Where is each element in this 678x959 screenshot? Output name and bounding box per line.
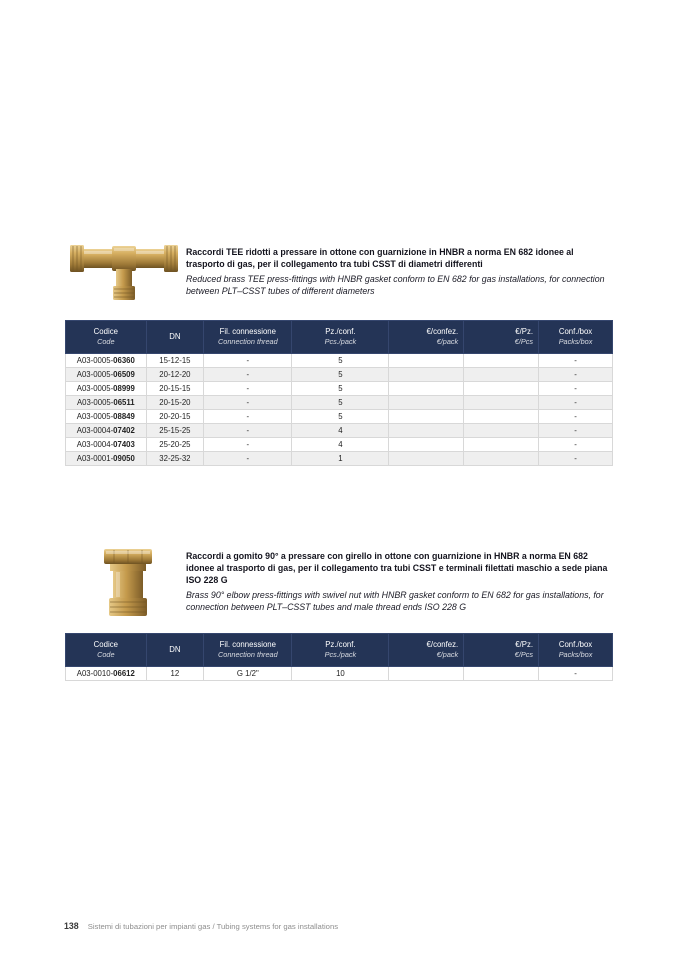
cell-dn: 12: [146, 667, 204, 681]
table-row: [66, 452, 613, 466]
cell-dn: 20-15-20: [146, 396, 204, 410]
cell-dn: 20-15-15: [146, 382, 204, 396]
cell-dn: 32-25-32: [146, 452, 204, 466]
cell-connection-thread: -: [204, 424, 292, 438]
cell-pcs-pack: 5: [292, 396, 389, 410]
table-body: [66, 667, 613, 681]
cell-packs-box: -: [539, 424, 613, 438]
cell-dn: 20-20-15: [146, 410, 204, 424]
fittings-table: [65, 320, 613, 466]
cell-eur-pcs: [464, 452, 539, 466]
column-header-4: €/confez. €/pack: [389, 634, 464, 667]
column-header-2: Fil. connessione Connection thread: [204, 634, 292, 667]
column-header-6: Conf./box Packs/box: [539, 321, 613, 354]
cell-eur-pcs: [464, 438, 539, 452]
product-description-2: [186, 551, 612, 613]
product-description-1: [186, 247, 612, 298]
cell-pcs-pack: 5: [292, 410, 389, 424]
cell-connection-thread: -: [204, 382, 292, 396]
elbow-fitting-illustration: [86, 546, 168, 620]
table-row: [66, 396, 613, 410]
cell-dn: 20-12-20: [146, 368, 204, 382]
footer-text: Sistemi di tubazioni per impianti gas / Tubing systems for gas installations: [87, 922, 339, 931]
cell-eur-pcs: [464, 424, 539, 438]
cell-pcs-pack: 5: [292, 354, 389, 368]
page-number: 138: [64, 921, 79, 931]
cell-code: A03-0004-07402: [66, 424, 147, 438]
page-footer: [64, 921, 338, 931]
table-header-row: [66, 634, 613, 667]
cell-connection-thread: -: [204, 368, 292, 382]
cell-eur-pcs: [464, 396, 539, 410]
cell-pcs-pack: 10: [292, 667, 389, 681]
cell-eur-pack: [389, 424, 464, 438]
cell-eur-pack: [389, 410, 464, 424]
cell-eur-pack: [389, 354, 464, 368]
table-row: [66, 438, 613, 452]
table-row: [66, 410, 613, 424]
tee-fitting-illustration: [68, 236, 180, 302]
column-header-1: DN: [146, 634, 204, 667]
cell-eur-pcs: [464, 667, 539, 681]
cell-packs-box: -: [539, 382, 613, 396]
cell-pcs-pack: 1: [292, 452, 389, 466]
cell-eur-pcs: [464, 410, 539, 424]
tee-fitting-photo: [68, 236, 180, 302]
cell-eur-pack: [389, 667, 464, 681]
cell-connection-thread: -: [204, 410, 292, 424]
cell-eur-pack: [389, 438, 464, 452]
cell-pcs-pack: 5: [292, 368, 389, 382]
column-header-0: Codice Code: [66, 634, 147, 667]
product-title-italian: Raccordi a gomito 90° a pressare con girello in ottone con guarnizione in HNBR a norma EN 682 idonee al trasporto di gas, per il collegamento tra tubi CSST e terminali filettati maschio a sede piana ISO 228 G: [186, 551, 608, 585]
table-row: [66, 368, 613, 382]
cell-code: A03-0005-08999: [66, 382, 147, 396]
cell-connection-thread: G 1/2": [204, 667, 292, 681]
cell-code: A03-0005-08849: [66, 410, 147, 424]
cell-eur-pcs: [464, 354, 539, 368]
cell-eur-pack: [389, 382, 464, 396]
cell-packs-box: -: [539, 368, 613, 382]
cell-connection-thread: -: [204, 354, 292, 368]
cell-connection-thread: -: [204, 438, 292, 452]
column-header-3: Pz./conf. Pcs./pack: [292, 634, 389, 667]
cell-code: A03-0005-06360: [66, 354, 147, 368]
cell-eur-pack: [389, 452, 464, 466]
spec-table-2: [65, 633, 613, 681]
column-header-5: €/Pz. €/Pcs: [464, 634, 539, 667]
elbow-fitting-photo: [86, 546, 168, 620]
column-header-3: Pz./conf. Pcs./pack: [292, 321, 389, 354]
cell-packs-box: -: [539, 667, 613, 681]
cell-code: A03-0010-06612: [66, 667, 147, 681]
cell-packs-box: -: [539, 396, 613, 410]
product-title-italian: Raccordi TEE ridotti a pressare in ottone con guarnizione in HNBR a norma EN 682 idonee al trasporto di gas, per il collegamento tra tubi CSST di diametri differenti: [186, 247, 574, 269]
column-header-2: Fil. connessione Connection thread: [204, 321, 292, 354]
cell-pcs-pack: 4: [292, 424, 389, 438]
fittings-table: [65, 633, 613, 681]
column-header-6: Conf./box Packs/box: [539, 634, 613, 667]
cell-eur-pack: [389, 368, 464, 382]
table-body: [66, 354, 613, 466]
table-header-row: [66, 321, 613, 354]
cell-dn: 15-12-15: [146, 354, 204, 368]
cell-code: A03-0005-06509: [66, 368, 147, 382]
table-row: [66, 424, 613, 438]
cell-packs-box: -: [539, 438, 613, 452]
spec-table-1: [65, 320, 613, 466]
cell-packs-box: -: [539, 452, 613, 466]
cell-packs-box: -: [539, 410, 613, 424]
cell-dn: 25-15-25: [146, 424, 204, 438]
column-header-0: Codice Code: [66, 321, 147, 354]
cell-connection-thread: -: [204, 396, 292, 410]
table-row: [66, 382, 613, 396]
cell-code: A03-0001-09050: [66, 452, 147, 466]
product-title-english: Brass 90° elbow press-fittings with swivel nut with HNBR gasket conform to EN 682 for gas installations, for connection between PLT–CSST tubes and male thread ends ISO 228 G: [186, 589, 604, 612]
table-row: [66, 354, 613, 368]
cell-dn: 25-20-25: [146, 438, 204, 452]
cell-code: A03-0004-07403: [66, 438, 147, 452]
cell-pcs-pack: 5: [292, 382, 389, 396]
cell-eur-pcs: [464, 368, 539, 382]
product-title-english: Reduced brass TEE press-fittings with HNBR gasket conform to EN 682 for gas installations, for connection between PLT–CSST tubes of different diameters: [186, 273, 605, 296]
cell-pcs-pack: 4: [292, 438, 389, 452]
cell-eur-pack: [389, 396, 464, 410]
cell-connection-thread: -: [204, 452, 292, 466]
column-header-1: DN: [146, 321, 204, 354]
column-header-5: €/Pz. €/Pcs: [464, 321, 539, 354]
cell-code: A03-0005-06511: [66, 396, 147, 410]
cell-eur-pcs: [464, 382, 539, 396]
table-row: [66, 667, 613, 681]
column-header-4: €/confez. €/pack: [389, 321, 464, 354]
cell-packs-box: -: [539, 354, 613, 368]
